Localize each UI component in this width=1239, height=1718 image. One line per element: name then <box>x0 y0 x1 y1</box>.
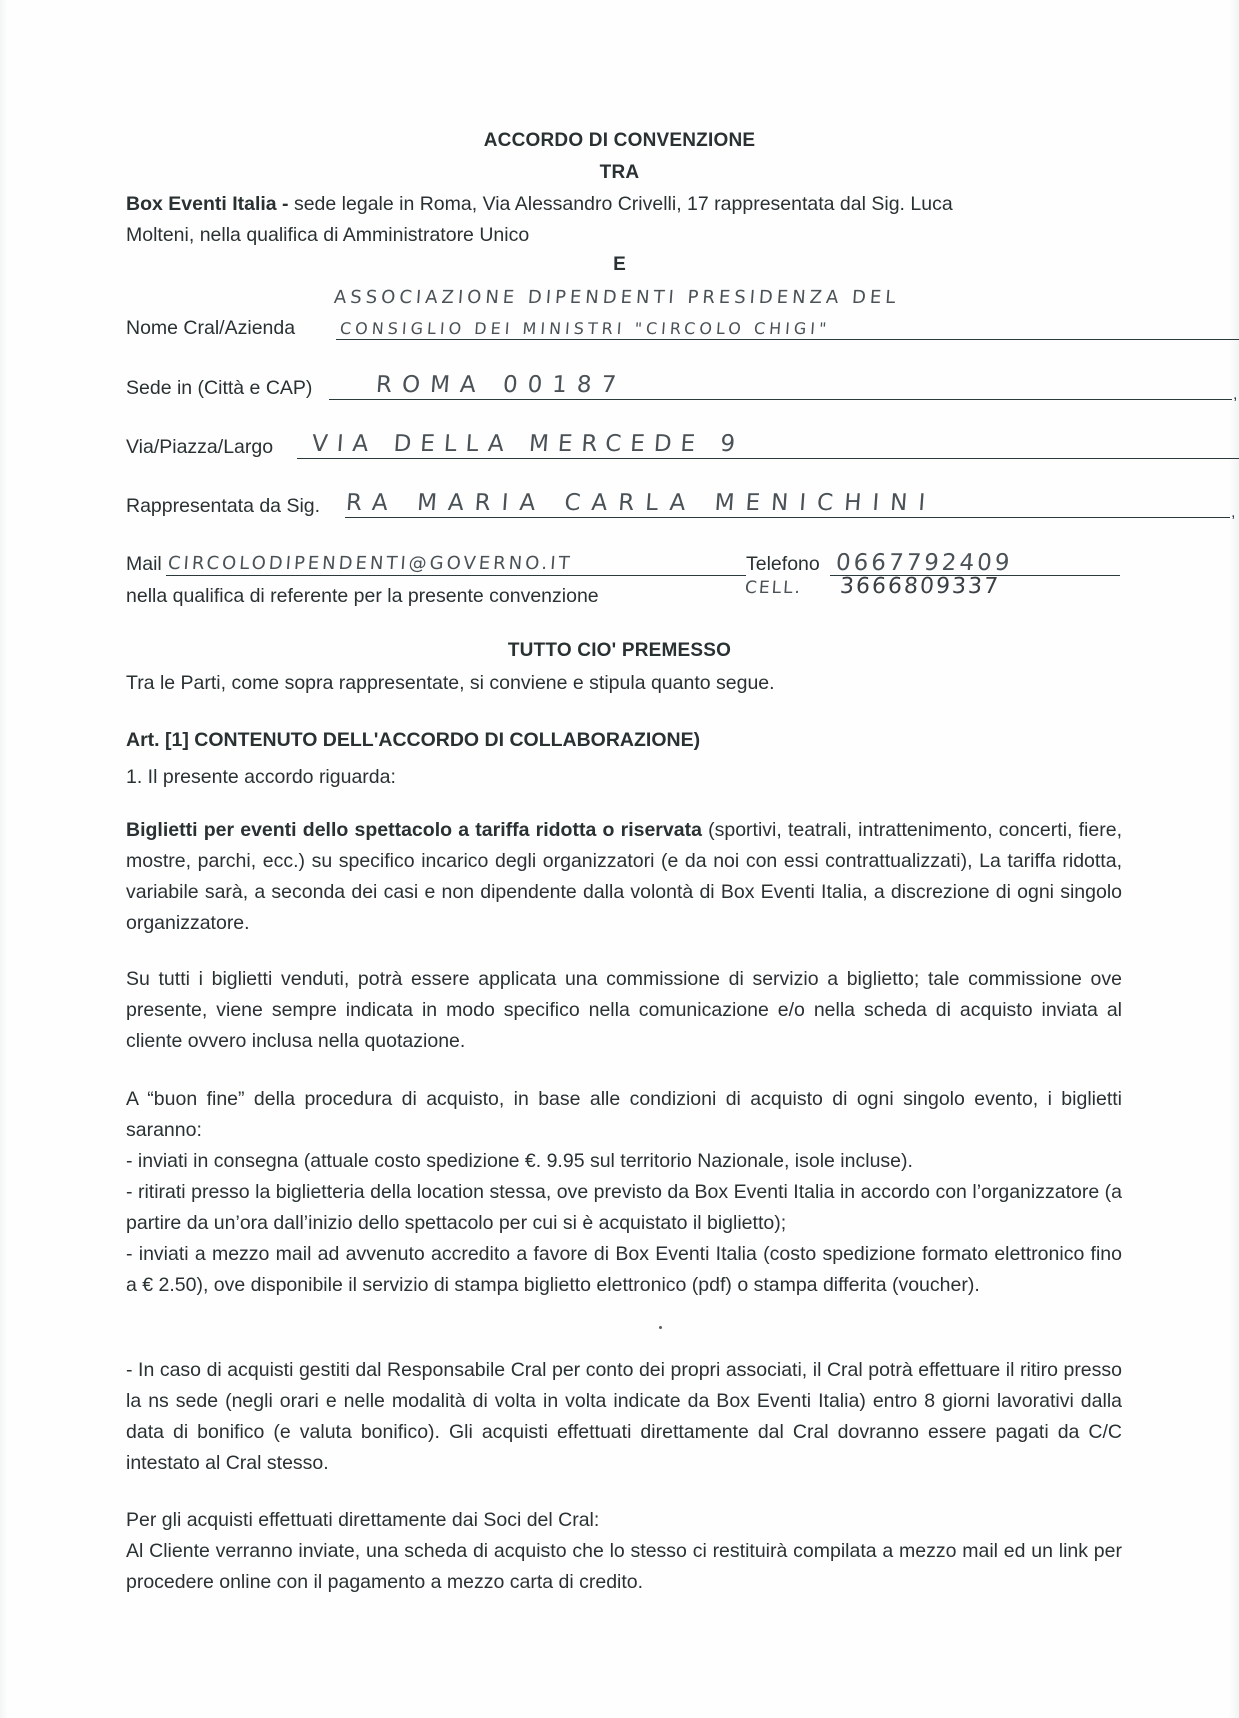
represented-label: Rappresentata da Sig. <box>126 495 321 517</box>
street-label: Via/Piazza/Largo <box>126 436 274 458</box>
city-comma: , <box>1233 386 1238 403</box>
article1-paragraph-tickets <box>126 815 1122 939</box>
article1-intro: 1. Il presente accordo riguarda: <box>126 766 396 788</box>
phone-label: Telefono <box>746 553 820 575</box>
article1-paragraph-commission: Su tutti i biglietti venduti, potrà essere applicata una commissione di servizio a biglietto; tale commissione ove presente, viene sempre indicata in modo specifico nella comunicazione e/o nella scheda di acquisto inviata al cliente ovvero inclusa nella quotazione. <box>126 968 1122 1052</box>
tickets-rest-text: (sportivi, teatrali, intrattenimento, concerti, fiere, mostre, parchi, ecc.) su specifico incarico degli organizzatori (e da noi con essi contrattualizzati), La tariffa ridotta, variabile sarà, a seconda dei casi e non dipendente dalla volontà di Box Eventi Italia, a discrezione di ogni singolo organizzatore. <box>126 819 1122 934</box>
phone-value: 0667792409 <box>835 550 1014 576</box>
company-field[interactable] <box>126 312 1126 342</box>
cell-label: CELL. <box>744 578 803 598</box>
members-intro: Per gli acquisti effettuati direttamente dai Soci del Cral: <box>126 1509 600 1531</box>
company-underline <box>336 339 1239 340</box>
article1-heading: Art. [1] CONTENUTO DELL'ACCORDO DI COLLABORAZIONE) <box>126 729 701 751</box>
document-title: ACCORDO DI CONVENZIONE <box>483 130 756 151</box>
city-label: Sede in (Città e CAP) <box>126 377 313 399</box>
city-value: ROMA 00187 <box>375 372 628 398</box>
article1-paragraph-cral: - In caso di acquisti gestiti dal Responsabile Cral per conto dei propri associati, il Cral potrà effettuare il ritiro presso la ns sede (negli orari e nelle modalità di volta in volta indicate da Box Eventi Italia) entro 8 giorni lavorativi dalla data di bonifico (e valuta bonifico). Gli acquisti effettuati direttamente dal Cral dovranno essere pagati da C/C intestato al Cral stesso. <box>126 1359 1122 1474</box>
company-value-line2: CONSIGLIO DEI MINISTRI "CIRCOLO CHIGI" <box>339 319 832 338</box>
scan-speck <box>659 1326 662 1329</box>
delivery-item: - inviati in consegna (attuale costo spedizione €. 9.95 sul territorio Nazionale, isole incluse). <box>126 1150 913 1172</box>
premise-text: Tra le Parti, come sopra rappresentate, si conviene e stipula quanto segue. <box>126 672 775 694</box>
city-underline <box>329 399 1232 400</box>
and-label: E <box>613 254 626 275</box>
mail-value: CIRCOLODIPENDENTI@GOVERNO.IT <box>167 553 574 574</box>
party1-description: sede legale in Roma, Via Alessandro Crivelli, 17 rappresentata dal Sig. Luca <box>288 193 953 215</box>
company-value-line1: ASSOCIAZIONE DIPENDENTI PRESIDENZA DEL <box>333 287 901 308</box>
premise-heading: TUTTO CIO' PREMESSO <box>507 640 732 661</box>
street-underline <box>297 458 1239 459</box>
between-label: TRA <box>599 162 640 183</box>
company-label: Nome Cral/Azienda <box>126 317 296 339</box>
article1-paragraph-delivery <box>126 1084 1122 1301</box>
street-field[interactable] <box>126 431 1126 461</box>
mail-underline <box>166 575 746 576</box>
city-field[interactable] <box>126 372 1238 403</box>
represented-field[interactable] <box>126 490 1236 521</box>
members-text: Al Cliente verranno inviate, una scheda di acquisto che lo stesso ci restituirà compilata a mezzo mail ed un link per procedere online con il pagamento a mezzo carta di credito. <box>126 1540 1122 1593</box>
party1-name: Box Eventi Italia - <box>126 193 289 215</box>
represented-comma: , <box>1231 504 1236 521</box>
delivery-intro: A “buon fine” della procedura di acquisto, in base alle condizioni di acquisto di ogni singolo evento, i biglietti saranno: <box>126 1088 1122 1141</box>
party1-line1 <box>126 191 953 217</box>
cell-value: 3666809337 <box>839 574 1001 599</box>
tickets-bold-text: Biglietti per eventi dello spettacolo a tariffa ridotta o riservata <box>126 819 702 841</box>
article1-paragraph-members <box>126 1505 1122 1598</box>
mail-label: Mail <box>126 553 162 575</box>
delivery-item: - ritirati presso la biglietteria della location stessa, ove previsto da Box Eventi Italia in accordo con l’organizzatore (a partire da un’ora dall’inizio dello spettacolo per cui si è acquistato il biglietto); <box>126 1181 1122 1234</box>
role-label: nella qualifica di referente per la presente convenzione <box>126 585 599 607</box>
represented-value: RA MARIA CARLA MENICHINI <box>345 490 938 516</box>
delivery-item: - inviati a mezzo mail ad avvenuto accredito a favore di Box Eventi Italia (costo spedizione formato elettronico fino a € 2.50), ove disponibile il servizio di stampa biglietto elettronico (pdf) o stampa differita (voucher). <box>126 1243 1122 1296</box>
party1-line2: Molteni, nella qualifica di Amministratore Unico <box>126 224 530 246</box>
represented-underline <box>345 517 1230 518</box>
street-value: VIA DELLA MERCEDE 9 <box>311 431 745 457</box>
